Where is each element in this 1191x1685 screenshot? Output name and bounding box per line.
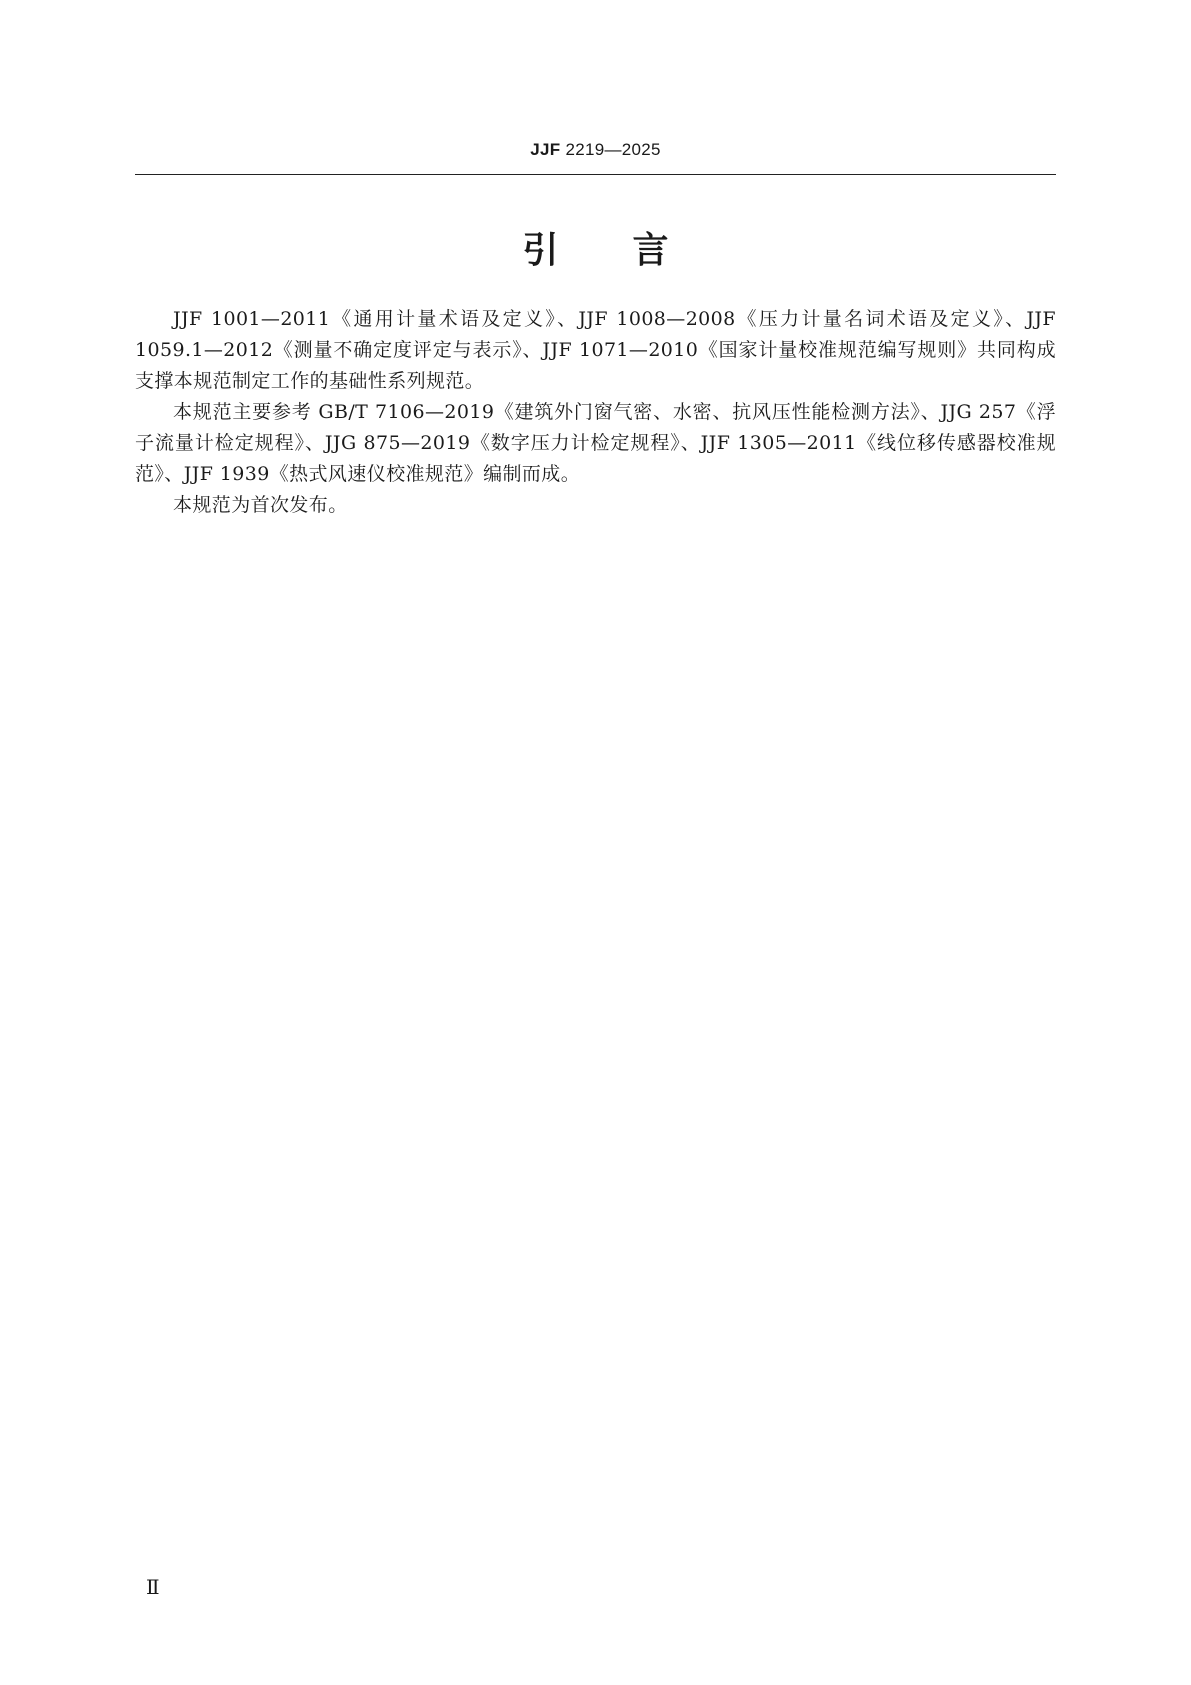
standard-number: 2219—2025 (565, 140, 661, 159)
header-divider (135, 174, 1056, 175)
body-text (135, 304, 1056, 521)
paragraph-references: 本规范主要参考 GB/T 7106—2019《建筑外门窗气密、水密、抗风压性能检测方法》、JJG 257《浮子流量计检定规程》、JJG 875—2019《数字压力计检定规程》、JJF 1305—2011《线位移传感器校准规范》、JJF 1939《热式风速仪校准规范》编制而成。 (135, 401, 1056, 485)
section-title: 引言 (522, 230, 743, 271)
paragraph-basis-standards: JJF 1001—2011《通用计量术语及定义》、JJF 1008—2008《压力计量名词术语及定义》、JJF 1059.1—2012《测量不确定度评定与表示》、JJF 1071—2010《国家计量校准规范编写规则》共同构成支撑本规范制定工作的基础性系列规范。 (135, 308, 1056, 392)
page-header (135, 140, 1056, 160)
standard-prefix: JJF (530, 140, 561, 159)
paragraph-first-release: 本规范为首次发布。 (173, 494, 348, 516)
page-number: Ⅱ (146, 1577, 160, 1599)
